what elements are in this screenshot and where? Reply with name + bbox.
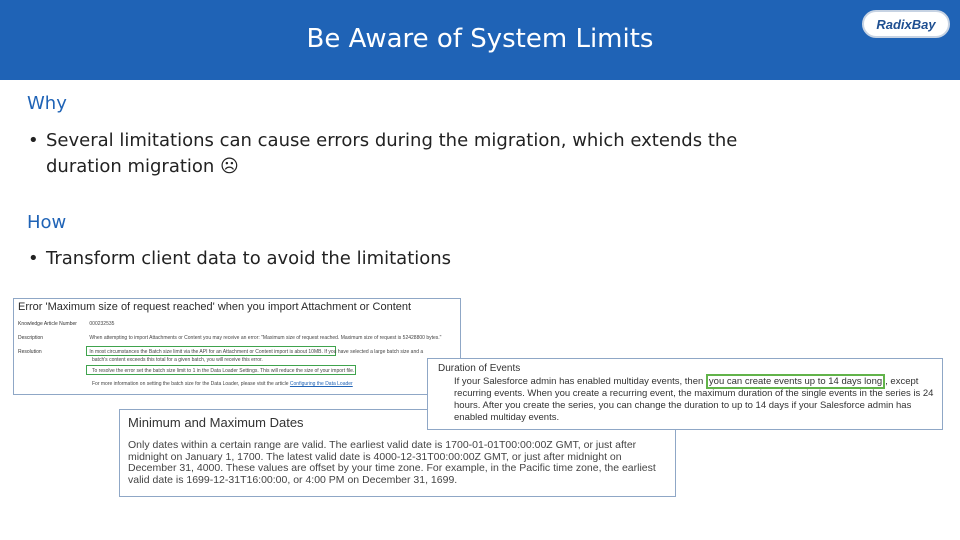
duration-of-events-body [454,376,936,424]
why-bullet [28,128,808,180]
article-title: Error 'Maximum size of request reached' when you import Attachment or Content [18,301,412,313]
description-label: Description [18,335,44,341]
radixbay-logo [862,10,950,38]
article-number-label: Knowledge Article Number [18,321,77,327]
resolution-row-4 [92,381,353,387]
events-highlight: you can create events up to 14 days long [706,374,885,389]
resolution-row-3: To resolve the error set the batch size limit to 1 in the Data Loader Settings. This will reduce the size of your import file. [92,368,355,374]
how-bullet-text: Transform client data to avoid the limitations [46,248,452,269]
min-max-dates-body: Only dates within a certain range are valid. The earliest valid date is 1700-01-01T00:00:00Z GMT, or just after midnight on January 1, 1700. The latest valid date is 4000-12-31T00:00:00Z GMT, or just after midnight on December 31, 4000. These values are offset by your time zone. For example, in the Pacific time zone, the earliest valid date is 1699-12-31T16:00:00, or 4:00 PM on December 31, 1699. [128,439,656,486]
duration-of-events-title: Duration of Events [438,363,521,374]
resolution-label: Resolution [18,349,42,355]
logo-text: RadixBay [876,16,936,32]
duration-of-events-screenshot [427,358,943,430]
article-number-row [18,321,114,327]
resolution-line1: In most circumstances the Batch size limit via the API for an Attachment or Content import is about 10MB. [89,349,323,355]
how-bullet [28,246,808,272]
resolution-line1b: If you have selected a large batch size and a [324,349,424,355]
bullet-dot: • [28,248,39,269]
knowledge-article-screenshot [13,298,461,395]
resolution-row-1 [18,349,423,355]
slide-title: Be Aware of System Limits [306,24,654,54]
why-heading: Why [27,93,67,114]
events-body-before: If your Salesforce admin has enabled multiday events, then [454,376,706,387]
how-heading: How [27,212,67,233]
resolution-row-2: batch's content exceeds this total for a given batch, you will receive this error. [92,357,263,363]
article-number-value: 000232535 [89,321,115,327]
min-max-dates-title: Minimum and Maximum Dates [128,415,304,430]
description-value: When attempting to import Attachments or Content you may receive an error: "Maximum size of request reached. Maximum size of request is 52428800 bytes." [89,335,442,341]
resolution-line4: For more information on setting the batch size for the Data Loader, please visit the article [92,381,289,387]
bullet-dot: • [28,130,39,151]
configuring-data-loader-link[interactable]: Configuring the Data Loader [289,381,353,387]
description-row [18,335,441,341]
slide-header [0,0,960,80]
events-body-after: , except recurring events. When you create a recurring event, the maximum duration of the single events in the series is 24 hours. After you create the series, you can change the duration to up to 14 days if your Salesforce admin has enabled multiday events. [454,376,934,423]
why-bullet-text: Several limitations can cause errors during the migration, which extends the duration migration ☹ [46,130,738,177]
